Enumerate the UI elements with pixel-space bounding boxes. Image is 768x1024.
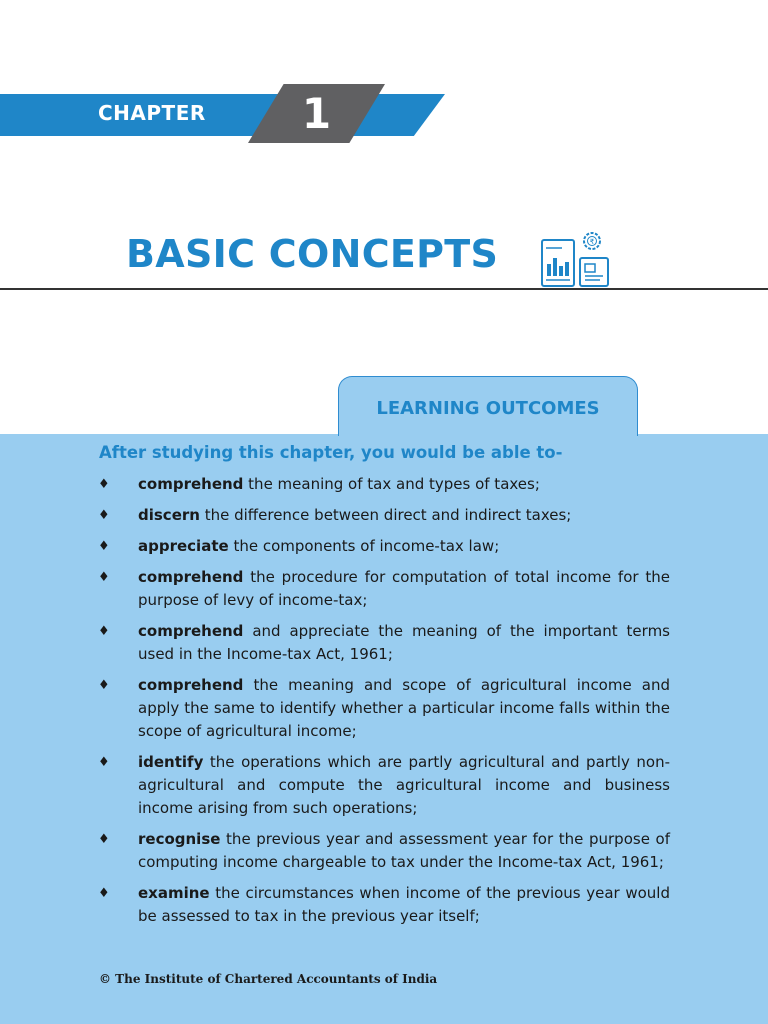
outcome-keyword: recognise <box>138 830 221 848</box>
outcome-text: the meaning and scope of agricultural income and apply the same to identify whether a particular income falls within the scope of agricultural income; <box>138 676 670 740</box>
outcome-list <box>98 473 670 936</box>
outcome-text: the operations which are partly agricultural and partly non-agricultural and compute the agricultural income and business income arising from such operations; <box>138 753 670 817</box>
outcome-keyword: appreciate <box>138 537 229 555</box>
outcome-keyword: comprehend <box>138 568 244 586</box>
diamond-bullet-icon: ♦ <box>98 886 110 901</box>
chapter-number: 1 <box>301 89 332 138</box>
diamond-bullet-icon: ♦ <box>98 570 110 585</box>
outcome-text: the circumstances when income of the previous year would be assessed to tax in the previous year itself; <box>138 884 670 925</box>
outcome-item <box>98 828 670 874</box>
outcome-item <box>98 535 670 558</box>
outcome-item <box>98 504 670 527</box>
outcome-keyword: comprehend <box>138 676 244 694</box>
outcome-keyword: examine <box>138 884 210 902</box>
diamond-bullet-icon: ♦ <box>98 678 110 693</box>
outcome-keyword: comprehend <box>138 475 244 493</box>
document-chart-report-icon <box>538 228 616 290</box>
outcome-text: the difference between direct and indirect taxes; <box>199 506 572 524</box>
outcome-text: the meaning of tax and types of taxes; <box>243 475 540 493</box>
outcome-item <box>98 751 670 820</box>
diamond-bullet-icon: ♦ <box>98 624 110 639</box>
copyright-footer: © The Institute of Chartered Accountants of India <box>99 972 438 986</box>
learning-outcomes-heading: LEARNING OUTCOMES <box>376 398 600 419</box>
outcome-item <box>98 674 670 743</box>
chapter-label: CHAPTER <box>98 101 206 125</box>
outcome-item <box>98 566 670 612</box>
outcome-keyword: discern <box>138 506 200 524</box>
page-title: BASIC CONCEPTS <box>126 232 499 276</box>
outcome-item <box>98 620 670 666</box>
svg-text:₹: ₹ <box>589 238 595 246</box>
outcome-item <box>98 473 670 496</box>
diamond-bullet-icon: ♦ <box>98 755 110 770</box>
outcome-keyword: identify <box>138 753 204 771</box>
diamond-bullet-icon: ♦ <box>98 477 110 492</box>
outcome-text: the components of income-tax law; <box>228 537 500 555</box>
outcome-item <box>98 882 670 928</box>
outcome-keyword: comprehend <box>138 622 244 640</box>
diamond-bullet-icon: ♦ <box>98 508 110 523</box>
diamond-bullet-icon: ♦ <box>98 832 110 847</box>
outcome-text: the previous year and assessment year for the purpose of computing income chargeable to tax under the Income-tax Act, 1961; <box>138 830 670 871</box>
diamond-bullet-icon: ♦ <box>98 539 110 554</box>
outcome-text: and appreciate the meaning of the important terms used in the Income-tax Act, 1961; <box>138 622 670 663</box>
title-divider <box>0 288 768 290</box>
outcome-text: the procedure for computation of total income for the purpose of levy of income-tax; <box>138 568 670 609</box>
learning-outcomes-tab <box>338 376 638 436</box>
outcomes-intro: After studying this chapter, you would be able to- <box>99 443 563 462</box>
